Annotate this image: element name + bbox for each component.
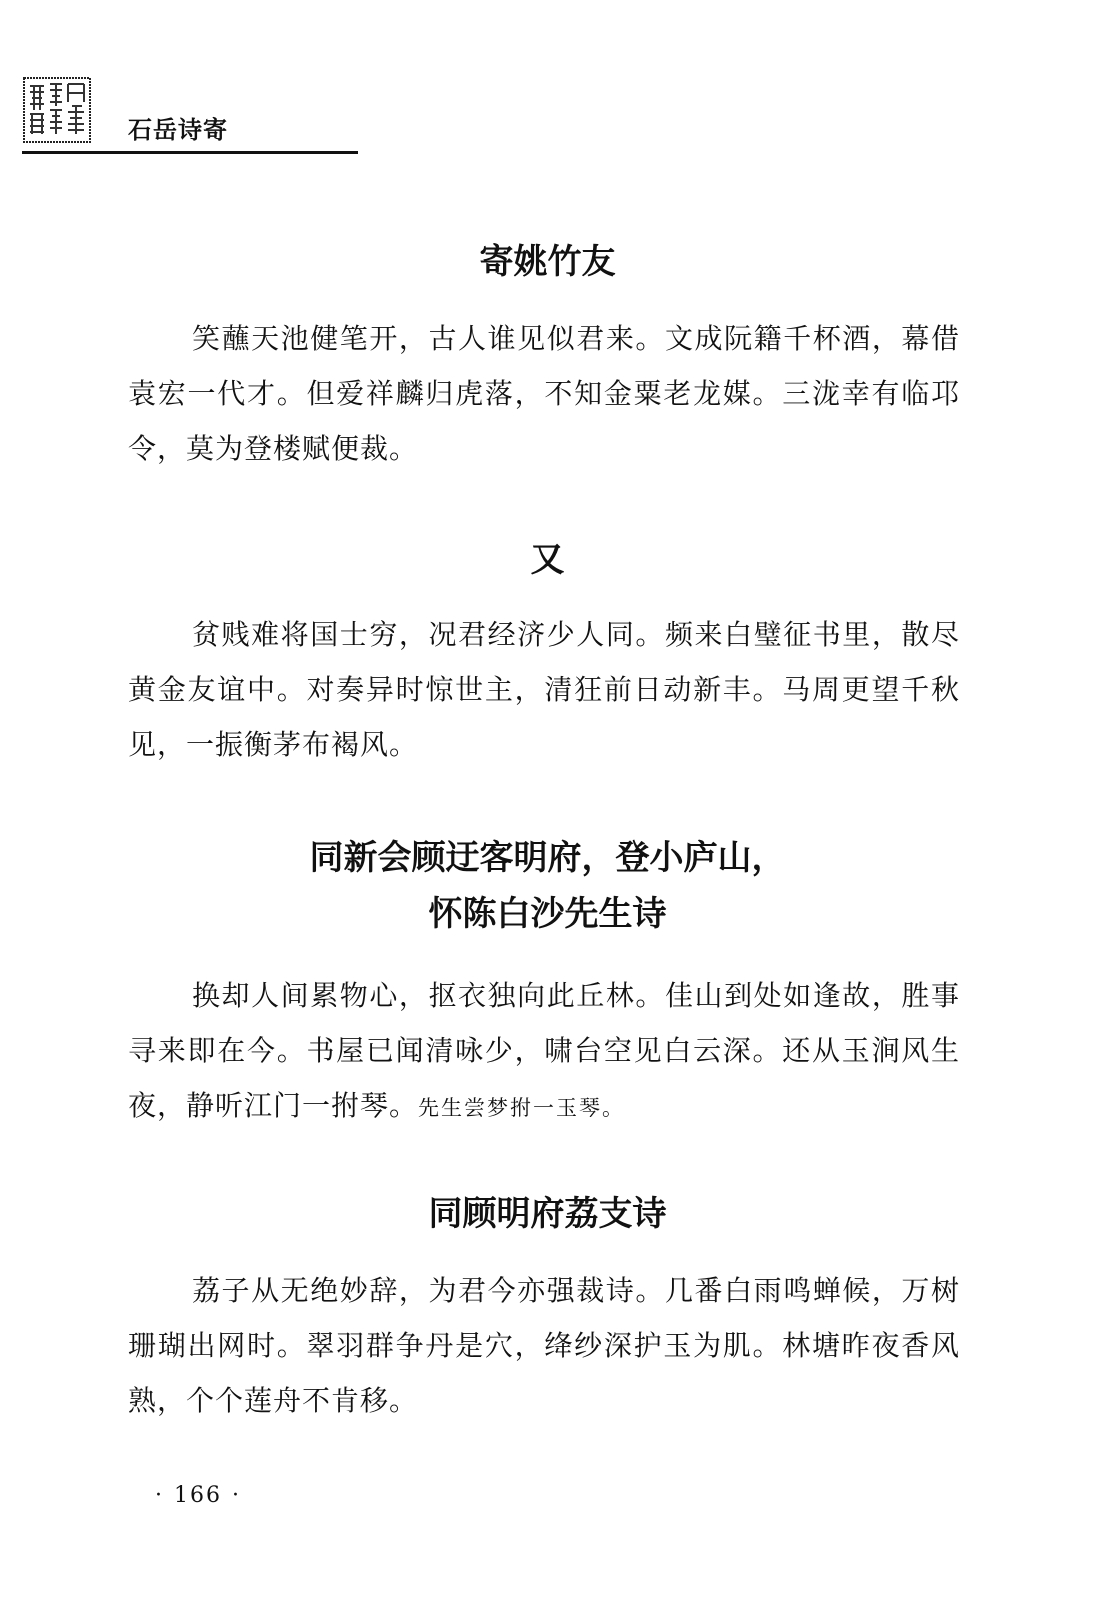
poem-title: 寄姚竹友 — [479, 242, 616, 282]
seal-stamp-icon — [22, 76, 92, 144]
header-divider — [22, 151, 358, 154]
poem-title-block — [0, 830, 1095, 942]
poem-body: 笑蘸天池健笔开，古人谁见似君来。文成阮籍千杯酒，幕借袁宏一代才。但爱祥麟归虎落，不知金粟老龙媒。三泷幸有临邛令，莫为登楼赋便裁。 — [128, 322, 960, 465]
poem-body: 贫贱难将国士穷，况君经济少人同。频来白璧征书里，散尽黄金友谊中。对奏异时惊世主，清狂前日动新丰。马周更望千秋见，一振衡茅布褐风。 — [128, 618, 960, 761]
poem-title-line: 怀陈白沙先生诗 — [428, 894, 667, 934]
poem-title-line: 同新会顾迂客明府，登小庐山， — [309, 838, 786, 878]
page-number — [145, 1483, 251, 1508]
poem-body — [128, 968, 960, 1136]
poem-title: 又 — [530, 540, 565, 580]
poem-body-text: 换却人间累物心，抠衣独向此丘林。佳山到处如逢故，胜事寻来即在今。书屋已闻清咏少，啸台空见白云深。还从玉涧风生夜，静听江门一拊琴。 — [128, 979, 960, 1122]
running-header-title: 石岳诗寄 — [128, 116, 228, 144]
page-number-dot: · — [155, 1483, 164, 1508]
poem-annotation: 先生尝梦拊一玉琴。 — [418, 1096, 626, 1120]
page-number-value: 166 — [174, 1483, 222, 1508]
page-number-dot: · — [232, 1483, 241, 1508]
poem-body: 荔子从无绝妙辞，为君今亦强裁诗。几番白雨鸣蝉候，万树珊瑚出网时。翠羽群争丹是穴，绛纱深护玉为肌。林塘昨夜香风熟，个个莲舟不肯移。 — [128, 1274, 960, 1417]
poem-title: 同顾明府荔支诗 — [428, 1194, 667, 1234]
